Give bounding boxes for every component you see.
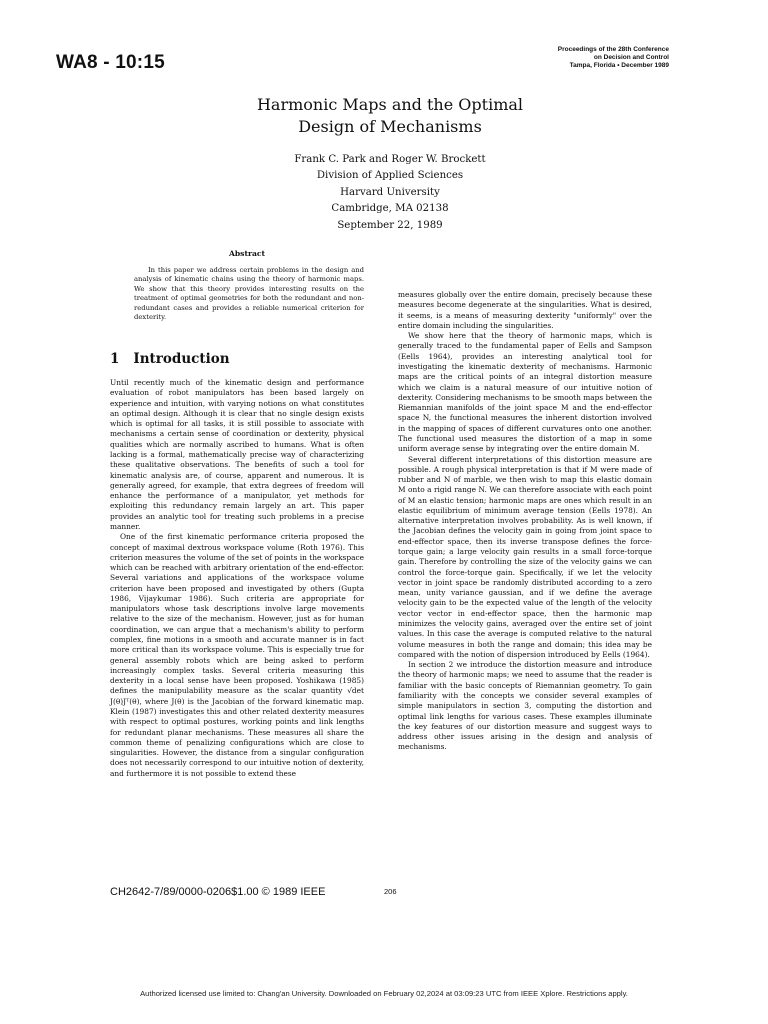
author-names: Frank C. Park and Roger W. Brockett <box>294 154 486 165</box>
section-title: Introduction <box>133 351 230 367</box>
session-code: WA8 - 10:15 <box>56 52 165 73</box>
proceedings-line: Tampa, Florida • December 1989 <box>569 61 669 69</box>
page-number: 206 <box>384 887 397 896</box>
copyright-code: CH2642-7/89/0000-0206$1.00 © 1989 IEEE <box>110 886 326 898</box>
paragraph: In section 2 we introduce the distortion measure and introduce the theory of harmonic maps; we need to assume that the reader is familiar with the basic concepts of Riemannian geometry. To gain familiarity with the concepts we consider several examples of simple manipulators in section 3, computing the distortion and optimal link lengths for various cases. These examples illuminate the key features of our distortion measure and suggest ways to address other issues arising in the design and analysis of mechanisms. <box>398 660 652 752</box>
proceedings-info <box>429 46 669 70</box>
section-number: 1 <box>110 351 120 367</box>
paper-title <box>150 94 630 139</box>
paragraph: We show here that the theory of harmonic maps, which is generally traced to the fundamental paper of Eells and Sampson (Eells 1964), provides an interesting analytical tool for investigating the kinematic dexterity of mechanisms. Harmonic maps are the critical points of an integral distortion measure which we claim is a natural measure of our intuitive notion of dexterity. Considering mechanisms to be smooth maps between the Riemannian manifolds of the joint space M and the end-effector space N, the functional measures the inherent distortion involved in the mapping of spaces of different curvatures onto one another. The functional used measures the distortion of a map in some uniform average sense by integrating over the entire domain M. <box>398 331 652 454</box>
proceedings-line: on Decision and Control <box>593 53 669 61</box>
paper-date: September 22, 1989 <box>337 220 443 231</box>
author-block <box>230 152 550 217</box>
author-affiliation: Division of Applied Sciences <box>316 170 464 182</box>
paragraph: measures globally over the entire domain, precisely because these measures become degenerate at the singularities. What is desired, it seems, is a means of measuring dexterity "uniformly" over the entire domain including the singularities. <box>398 290 652 330</box>
author-affiliation: Harvard University <box>340 186 440 198</box>
author-address: Cambridge, MA 02138 <box>331 202 449 214</box>
right-column <box>398 290 652 753</box>
paragraph: Several different interpretations of this distortion measure are possible. A rough physical interpretation is that if M were made of rubber and N of marble, we then wish to map this elastic domain M onto a rigid range N. We can therefore associate with each point of M an elastic tension; harmonic maps are ones which result in an elastic equilibrium of minimum average tension (Eells 1978). An alternative interpretation involves probability. As is well known, if the Jacobian defines the velocity gain in going from joint space to end-effector space, then its inverse transpose defines the force-torque gain; a large velocity gain results in a small force-torque gain. Therefore by controlling the size of the velocity gains we can control the force-torque gain. Specifically, if we let the velocity vector in joint space be randomly distributed according to a zero mean, unity variance gaussian, and if we define the average velocity gain to be the expected value of the length of the velocity vector vector in end-effector space, then the harmonic map minimizes the velocity gains, averaged over the entire set of joint values. In this case the average is computed relative to the natural volume measures in both the range and domain; this idea may be compared with the notion of dispersion introduced by Eells (1964). <box>398 454 652 659</box>
license-notice: Authorized licensed use limited to: Chang'an University. Downloaded on February 02,2024 at 03:09:23 UTC from IEEE Xplore. Restrictions apply. <box>140 989 628 998</box>
section-heading <box>110 351 230 367</box>
title-line: Harmonic Maps and the Optimal <box>256 95 524 114</box>
abstract-heading: Abstract <box>228 249 266 258</box>
title-line: Design of Mechanisms <box>298 117 482 137</box>
abstract-text: In this paper we address certain problems in the design and analysis of kinematic chains using the theory of harmonic maps. We show that this theory provides interesting results on the treatment of optimal geometries for both the redundant and non-redundant cases and provides a reliable numerical criterion for dexterity. <box>134 266 364 321</box>
proceedings-line: Proceedings of the 28th Conference <box>557 46 669 53</box>
left-column <box>110 378 364 779</box>
paragraph: Until recently much of the kinematic design and performance evaluation of robot manipulators has been based largely on experience and intuition, with varying notions on what constitutes an optimal design. Although it is clear that no single design exists which is optimal for all tasks, it is still possible to associate with mechanisms a certain sense of coordination or dexterity, physical qualities which are normally ascribed to humans. What is often lacking is a formal, mathematically precise way of characterizing these qualitative observations. The benefits of such a tool for kinematic analysis are, of course, apparent and numerous. It is generally agreed, for example, that extra degrees of freedom will enhance the performance of a manipulator, yet methods for exploiting this redundancy remain largely an art. This paper provides an analytic tool for treating such problems in a precise manner. <box>110 378 364 531</box>
paragraph: One of the first kinematic performance criteria proposed the concept of maximal dextrous workspace volume (Roth 1976). This criterion measures the volume of the set of points in the workspace which can be reached with arbitrary orientation of the end-effector. Several variations and applications of the workspace volume criterion have been proposed and investigated by others (Gupta 1986, Vijaykumar 1986). Such criteria are appropriate for manipulators whose task descriptions involve large movements relative to the size of the mechanism. However, just as for human coordination, we can argue that a mechanism's ability to perform complex, fine motions in a smooth and accurate manner is in fact more critical than its workspace volume. This is especially true for general assembly robots which are being asked to perform increasingly complex tasks. Several criteria measuring this dexterity in a local sense have been proposed. Yoshikawa (1985) defines the manipulability measure as the scalar quantity √det J(θ)Jᵀ(θ), where J(θ) is the Jacobian of the forward kinematic map. Klein (1987) investigates this and other related dexterity measures with respect to optimal postures, working points and link lengths for redundant planar mechanisms. These measures all share the common theme of penalizing configurations which are close to singularities. However, the distance from a singular configuration does not necessarily correspond to our intuitive notion of dexterity, and furthermore it is not possible to extend these <box>110 532 364 778</box>
